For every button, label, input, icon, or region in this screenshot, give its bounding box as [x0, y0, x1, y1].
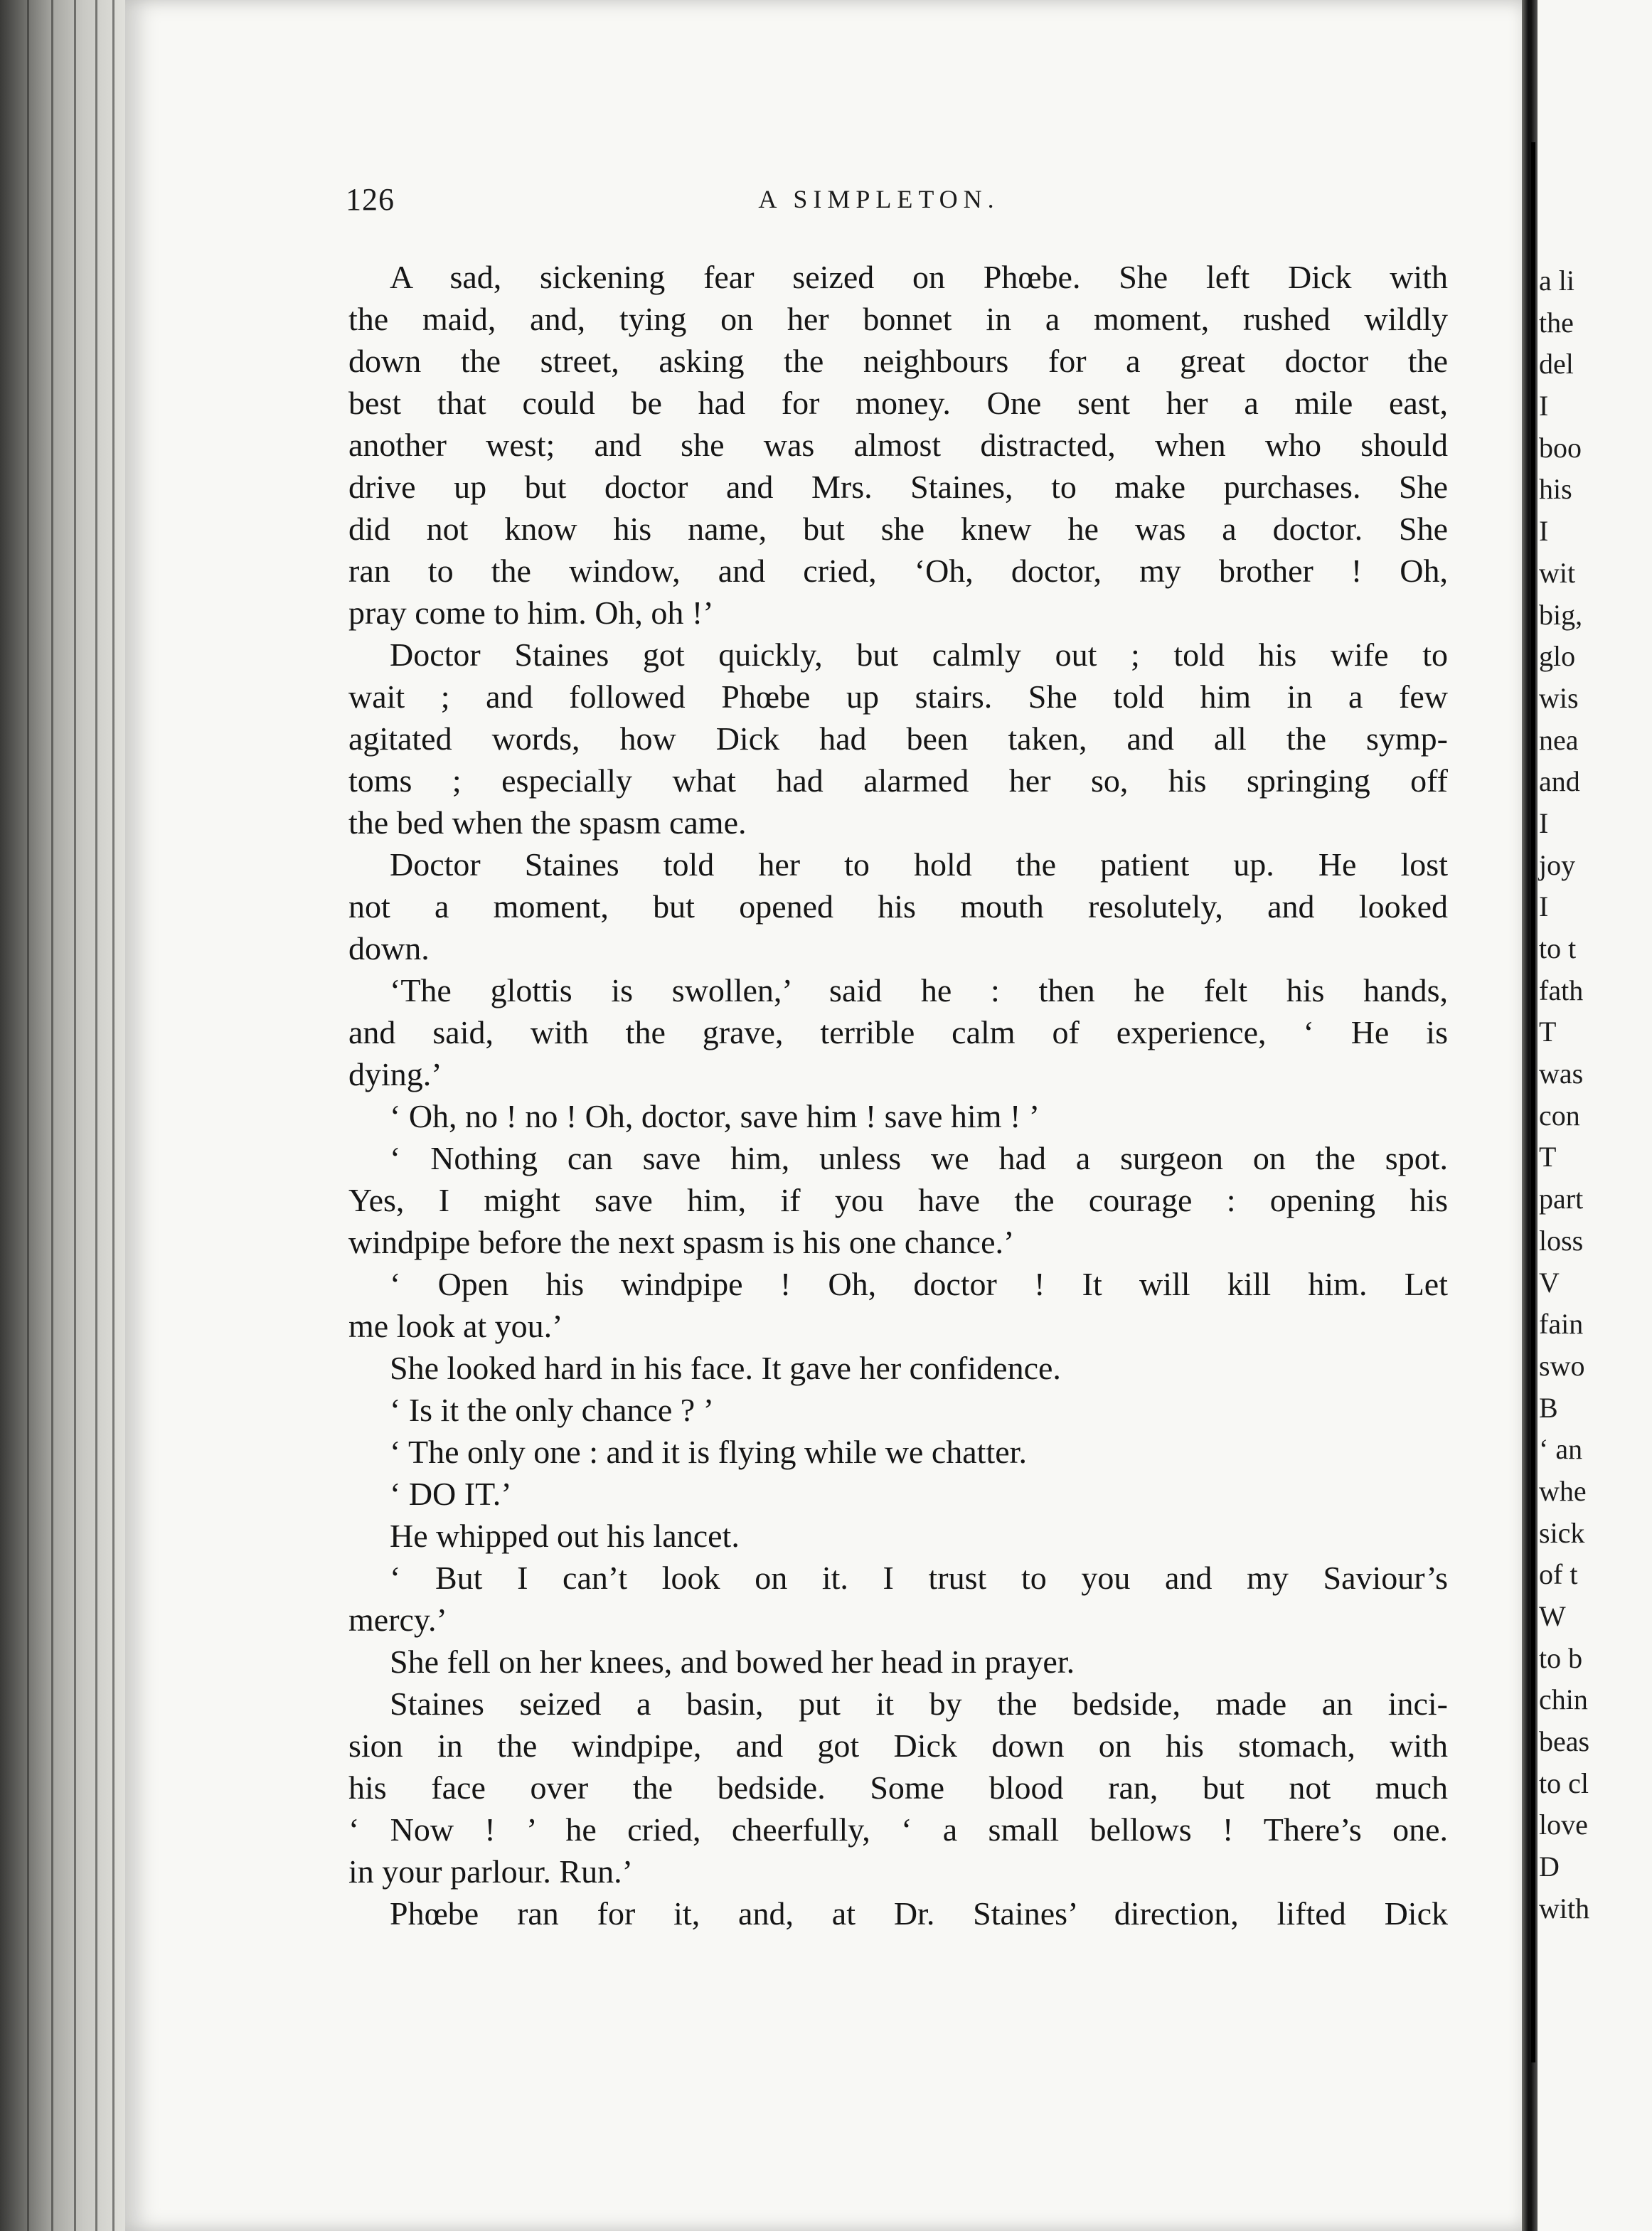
text-line: Yes, I might save him, if you have the courage : opening his	[348, 1182, 1448, 1218]
text-line: his face over the bedside. Some blood ran, but not much	[348, 1769, 1448, 1806]
text-line: the maid, and, tying on her bonnet in a moment, rushed wildly	[348, 301, 1448, 337]
text-line: drive up but doctor and Mrs. Staines, to make purchases. She	[348, 469, 1448, 505]
next-page-line: boo	[1539, 431, 1582, 464]
text-line: the bed when the spasm came.	[348, 804, 747, 841]
next-page-line: his	[1539, 473, 1572, 506]
text-line: Doctor Staines told her to hold the patient up. He lost	[390, 846, 1448, 883]
next-page-line: fain	[1539, 1308, 1584, 1341]
next-page-line: D	[1539, 1851, 1560, 1883]
next-page-line: V	[1539, 1266, 1560, 1299]
text-line: ‘ Open his windpipe ! Oh, doctor ! It will kill him. Let	[390, 1266, 1448, 1302]
next-page-line: to b	[1539, 1641, 1583, 1674]
text-line: Staines seized a basin, put it by the bedside, made an inci-	[390, 1686, 1448, 1722]
next-page-line: nea	[1539, 723, 1579, 756]
text-line: agitated words, how Dick had been taken, and all the symp-	[348, 720, 1448, 757]
next-page-line: del	[1539, 348, 1574, 380]
next-page-line: con	[1539, 1099, 1580, 1132]
text-line: me look at you.’	[348, 1308, 563, 1344]
next-page-line: I	[1539, 890, 1549, 923]
next-page-line: big,	[1539, 598, 1583, 631]
next-page-text	[1539, 260, 1652, 1930]
next-page-line: wit	[1539, 556, 1576, 589]
body-text	[348, 256, 1448, 1934]
next-page-line: fath	[1539, 974, 1584, 1006]
next-page-line: wis	[1539, 681, 1579, 714]
text-line: not a moment, but opened his mouth resolutely, and looked	[348, 888, 1448, 925]
next-page-line: sick	[1539, 1516, 1585, 1549]
next-page-line: T	[1539, 1141, 1557, 1173]
text-line: ‘ Nothing can save him, unless we had a surgeon on the spot.	[390, 1140, 1448, 1176]
next-page-line: joy	[1539, 848, 1576, 881]
next-page-line: to cl	[1539, 1767, 1589, 1799]
text-line: ‘ DO IT.’	[390, 1476, 512, 1512]
text-line: She fell on her knees, and bowed her head in prayer.	[390, 1644, 1075, 1680]
text-line: and said, with the grave, terrible calm of experience, ‘ He is	[348, 1014, 1448, 1050]
page-number: 126	[346, 182, 395, 217]
text-line: ‘ Now ! ’ he cried, cheerfully, ‘ a small bellows ! There’s one.	[348, 1811, 1448, 1848]
next-page-line: whe	[1539, 1474, 1587, 1507]
next-page-line: B	[1539, 1391, 1558, 1424]
text-line: did not know his name, but she knew he was a doctor. She	[348, 511, 1448, 547]
text-line: sion in the windpipe, and got Dick down on his stomach, with	[348, 1727, 1448, 1764]
next-page-line: part	[1539, 1183, 1584, 1215]
fold-line	[1531, 142, 1535, 2062]
next-page-line: chin	[1539, 1683, 1588, 1716]
text-line: ran to the window, and cried, ‘Oh, doctor, my brother ! Oh,	[348, 553, 1448, 589]
text-line: ‘ But I can’t look on it. I trust to you and my Saviour’s	[390, 1560, 1448, 1596]
text-line: best that could be had for money. One sent her a mile east,	[348, 385, 1448, 421]
text-line: ‘ Is it the only chance ? ’	[390, 1392, 714, 1428]
text-line: She looked hard in his face. It gave her confidence.	[390, 1350, 1061, 1386]
book-binding-gutter	[0, 0, 135, 2231]
page-header	[346, 181, 1448, 224]
next-page-line: W	[1539, 1600, 1566, 1632]
next-page-line: I	[1539, 515, 1549, 548]
text-line: pray come to him. Oh, oh !’	[348, 595, 714, 631]
text-line: dying.’	[348, 1056, 442, 1092]
next-page-line: swo	[1539, 1349, 1585, 1382]
text-line: in your parlour. Run.’	[348, 1853, 633, 1890]
text-line: ‘ Oh, no ! no ! Oh, doctor, save him ! save him ! ’	[390, 1098, 1040, 1134]
running-title: A SIMPLETON.	[758, 185, 1000, 213]
next-page-line: with	[1539, 1892, 1590, 1924]
text-line: down.	[348, 930, 430, 967]
next-page-line: beas	[1539, 1725, 1590, 1758]
next-page-line: I	[1539, 390, 1549, 422]
next-page-line: love	[1539, 1809, 1588, 1841]
text-line: toms ; especially what had alarmed her so, his springing off	[348, 762, 1448, 799]
text-line: another west; and she was almost distracted, when who should	[348, 427, 1448, 463]
next-page-line: the	[1539, 306, 1574, 339]
text-line: Doctor Staines got quickly, but calmly out ; told his wife to	[390, 637, 1448, 673]
text-line: A sad, sickening fear seized on Phœbe. She left Dick with	[390, 259, 1448, 295]
next-page-line: loss	[1539, 1224, 1584, 1257]
next-page-line: a li	[1539, 265, 1574, 297]
text-line: mercy.’	[348, 1602, 447, 1638]
text-line: Phœbe ran for it, and, at Dr. Staines’ direction, lifted Dick	[390, 1895, 1448, 1932]
text-line: windpipe before the next spasm is his one chance.’	[348, 1224, 1015, 1260]
next-page-line: and	[1539, 765, 1580, 798]
next-page-line: to t	[1539, 932, 1577, 964]
next-page-line: was	[1539, 1058, 1584, 1090]
text-line: ‘ The only one : and it is flying while we chatter.	[390, 1434, 1027, 1470]
next-page-line: glo	[1539, 640, 1576, 673]
next-page-line: of t	[1539, 1558, 1578, 1591]
next-page-line: T	[1539, 1016, 1557, 1048]
text-line: down the street, asking the neighbours for a great doctor the	[348, 343, 1448, 379]
text-line: wait ; and followed Phœbe up stairs. She told him in a few	[348, 678, 1448, 715]
next-page-line: I	[1539, 806, 1549, 839]
text-line: ‘The glottis is swollen,’ said he : then he felt his hands,	[390, 972, 1448, 1008]
text-line: He whipped out his lancet.	[390, 1518, 740, 1554]
next-page-line: ‘ an	[1539, 1433, 1583, 1466]
